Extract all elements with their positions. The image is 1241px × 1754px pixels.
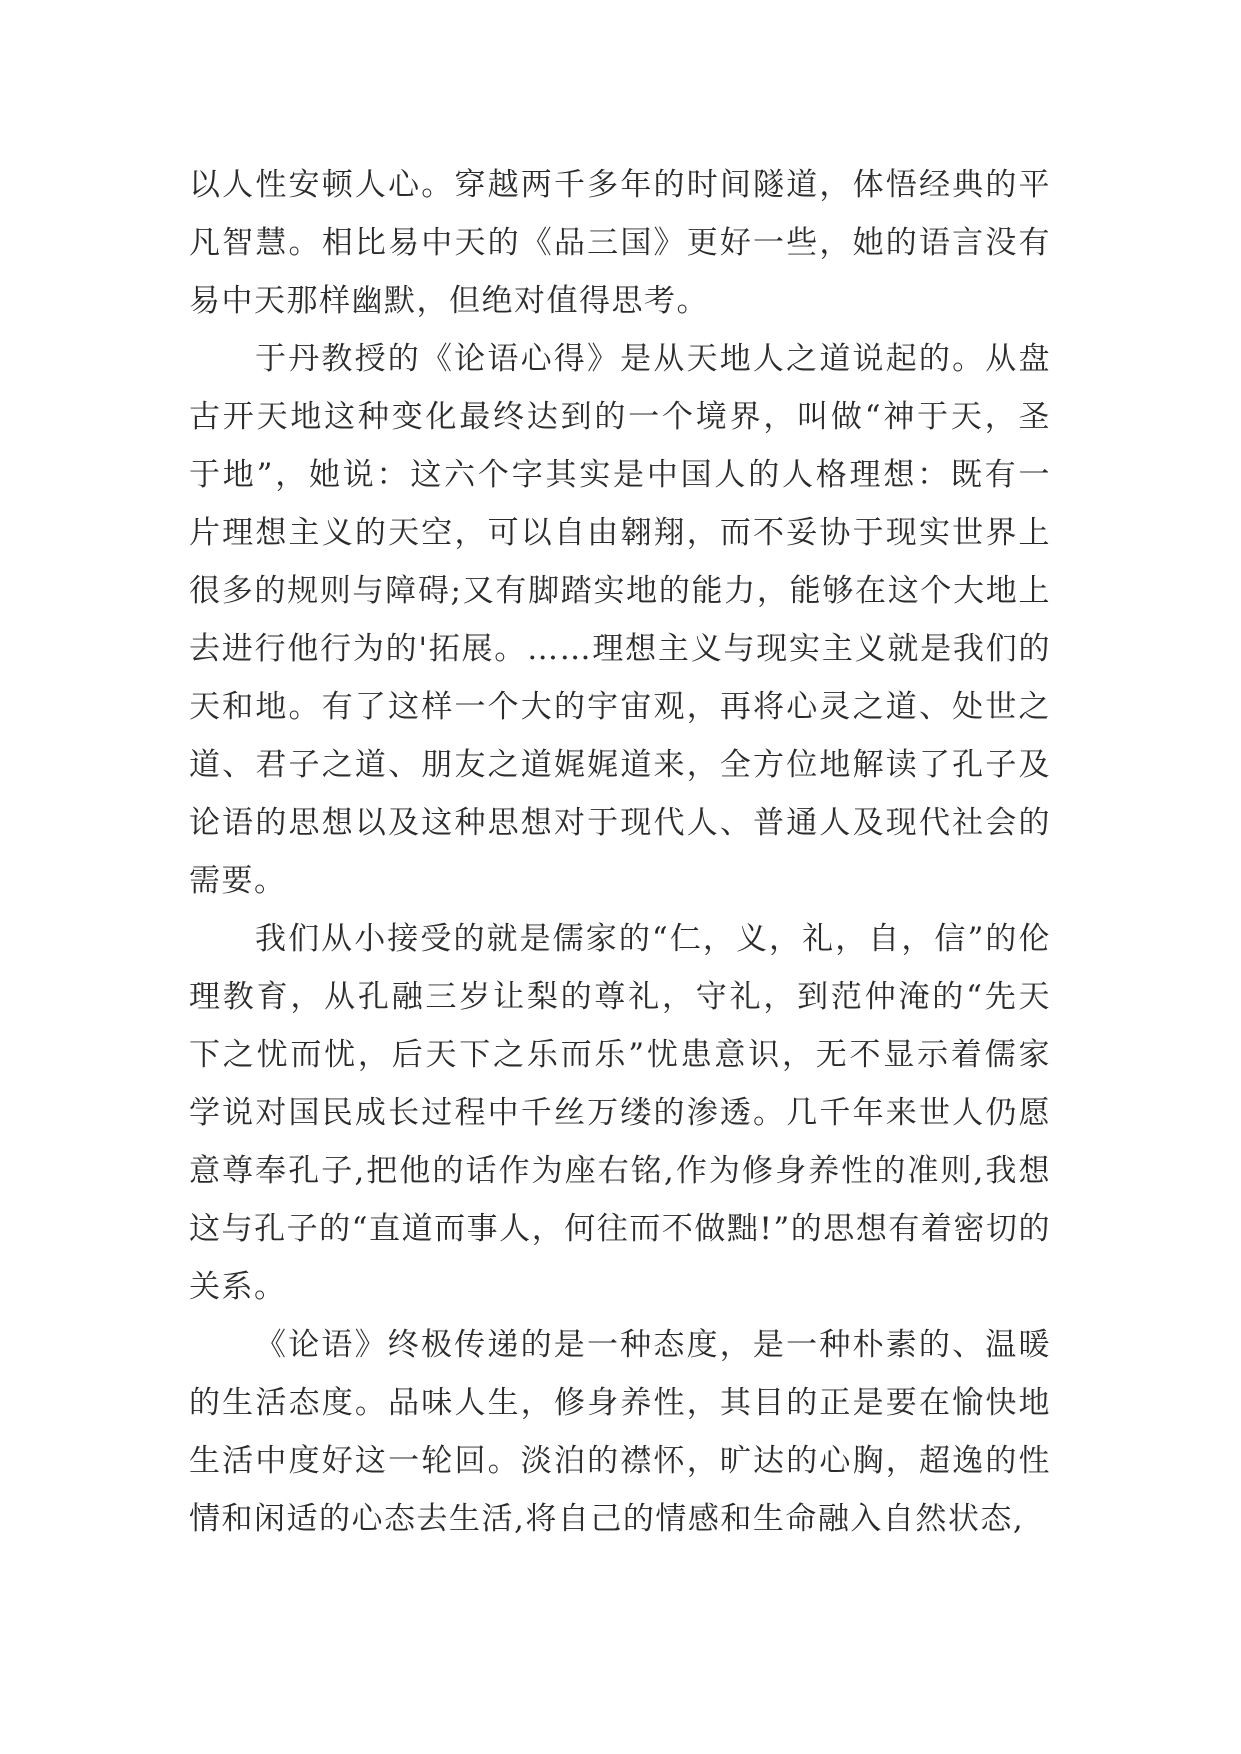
paragraph-4: 《论语》终极传递的是一种态度，是一种朴素的、温暖的生活态度。品味人生，修身养性，其目的正是要在愉快地生活中度好这一轮回。淡泊的襟怀，旷达的心胸，超逸的性情和闲适的心态去生活,将自己的情感和生命融入自然状态,	[189, 1327, 1051, 1537]
body-text	[189, 156, 1051, 1548]
paragraph-2: 于丹教授的《论语心得》是从天地人之道说起的。从盘古开天地这种变化最终达到的一个境界，叫做“神于天，圣于地”，她说：这六个字其实是中国人的人格理想：既有一片理想主义的天空，可以自由翱翔，而不妥协于现实世界上很多的规则与障碍;又有脚踏实地的能力，能够在这个大地上去进行他行为的'拓展。……理想主义与现实主义就是我们的天和地。有了这样一个大的宇宙观，再将心灵之道、处世之道、君子之道、朋友之道娓娓道来，全方位地解读了孔子及论语的思想以及这种思想对于现代人、普通人及现代社会的需要。	[189, 341, 1051, 899]
paragraph-3: 我们从小接受的就是儒家的“仁，义，礼，自，信”的伦理教育，从孔融三岁让梨的尊礼，守礼，到范仲淹的“先天下之忧而忧，后天下之乐而乐”忧患意识，无不显示着儒家学说对国民成长过程中千丝万缕的渗透。几千年来世人仍愿意尊奉孔子,把他的话作为座右铭,作为修身养性的准则,我想这与孔子的“直道而事人，何往而不做黜!”的思想有着密切的关系。	[189, 921, 1051, 1305]
paragraph-1: 以人性安顿人心。穿越两千多年的时间隧道，体悟经典的平凡智慧。相比易中天的《品三国》更好一些，她的语言没有易中天那样幽默，但绝对值得思考。	[189, 167, 1051, 319]
